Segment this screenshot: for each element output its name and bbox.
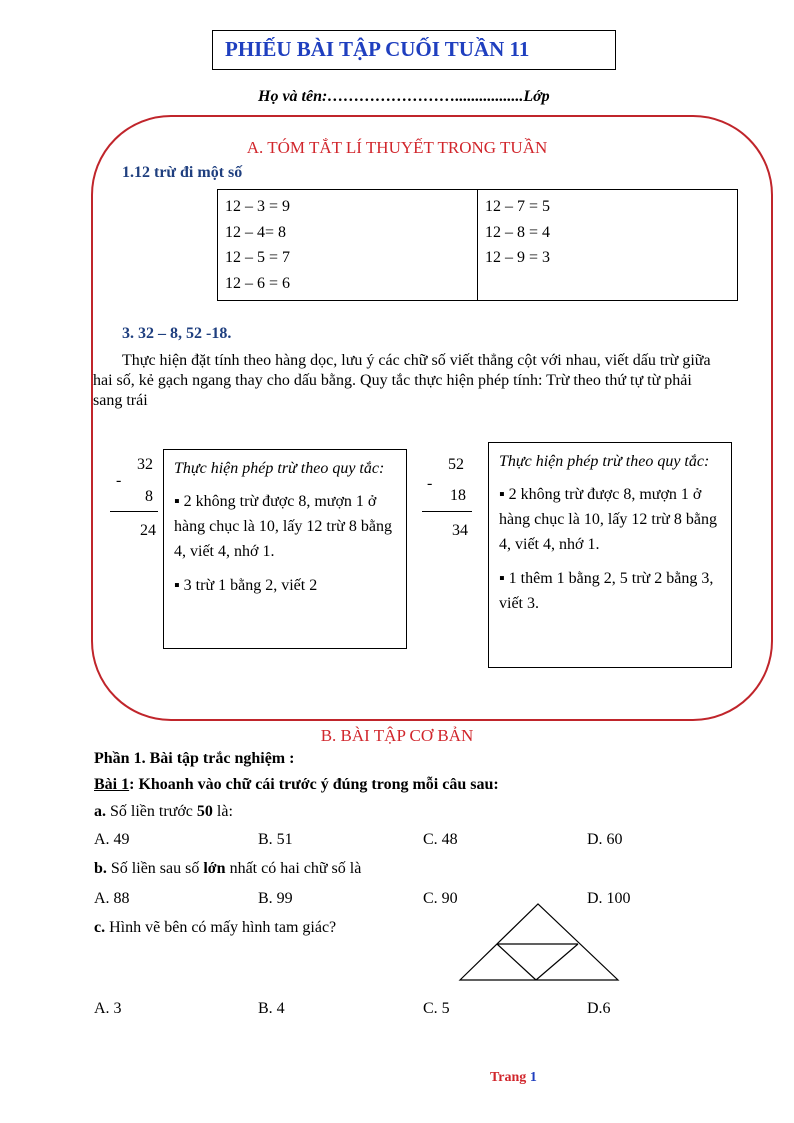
option-d[interactable]: D. 100 — [587, 890, 631, 907]
inner-diagonal-right — [536, 944, 578, 980]
rule-step: ▪ 1 thêm 1 bằng 2, 5 trừ 2 bằng 3, viết 3. — [499, 570, 714, 612]
outer-triangle — [460, 904, 618, 980]
question-text: Số liền sau số — [106, 860, 204, 877]
example1-result: 24 — [140, 522, 156, 539]
triangle-figure — [458, 902, 622, 984]
footer-label: Trang — [490, 1070, 527, 1085]
fact-item: 12 – 8 = 4 — [485, 223, 551, 241]
fact-item: 12 – 7 = 5 — [485, 198, 551, 215]
page-title: PHIẾU BÀI TẬP CUỐI TUẦN 11 — [225, 37, 530, 61]
bai1-instruction — [94, 776, 499, 794]
title-box — [212, 30, 616, 70]
example1-result-line — [110, 511, 158, 512]
question-letter: a. — [94, 803, 106, 820]
example1-bottom-number: 8 — [145, 488, 153, 505]
subsection-1-title: 1.12 trừ đi một số — [122, 164, 243, 181]
rule-heading: Thực hiện phép trừ theo quy tắc: — [499, 453, 710, 470]
question-text: nhất có hai chữ số là — [225, 860, 362, 877]
example2-result: 34 — [452, 522, 468, 539]
example2-top-number: 52 — [448, 456, 464, 473]
fact-item: 12 – 9 = 3 — [485, 249, 551, 266]
option-c[interactable]: C. 90 — [423, 890, 458, 907]
subtraction-facts-table — [217, 189, 738, 301]
question-letter: b. — [94, 860, 107, 877]
question-a — [94, 803, 233, 821]
subsection-3-title: 3. 32 – 8, 52 -18. — [122, 325, 232, 342]
option-d[interactable]: D.6 — [587, 1000, 611, 1017]
rule-step: ▪ 2 không trừ được 8, mượn 1 ở hàng chục là 10, lấy 12 trừ 8 bằng 4, viết 4, nhớ 1. — [174, 493, 392, 560]
option-b[interactable]: B. 51 — [258, 831, 293, 848]
option-c[interactable]: C. 5 — [423, 1000, 450, 1017]
rule-step: ▪ 2 không trừ được 8, mượn 1 ở hàng chục là 10, lấy 12 trừ 8 bằng 4, viết 4, nhớ 1. — [499, 486, 717, 553]
bai1-text: : Khoanh vào chữ cái trước ý đúng trong mỗi câu sau: — [129, 776, 499, 793]
inner-diagonal-left — [497, 944, 536, 980]
example1-top-number: 32 — [137, 456, 153, 473]
fact-item: 12 – 6 = 6 — [225, 274, 291, 292]
section-b-title: B. BÀI TẬP CƠ BẢN — [320, 726, 474, 745]
student-name-line: Họ và tên:…………………….................Lớp — [258, 88, 550, 105]
example2-rule-box — [488, 442, 732, 668]
option-a[interactable]: A. 3 — [94, 1000, 122, 1017]
fact-item: 12 – 4= 8 — [225, 223, 287, 241]
bai1-label: Bài 1 — [94, 776, 130, 793]
option-a[interactable]: A. 88 — [94, 890, 130, 907]
question-c — [94, 919, 336, 937]
question-letter: c. — [94, 919, 106, 936]
option-c[interactable]: C. 48 — [423, 831, 458, 848]
part1-title: Phần 1. Bài tập trắc nghiệm : — [94, 750, 295, 767]
example2-bottom-number: 18 — [450, 487, 466, 504]
example1-rule-box — [163, 449, 407, 649]
question-text: Số liền trước — [106, 803, 197, 820]
example2-result-line — [422, 511, 472, 512]
page-number: 1 — [529, 1070, 537, 1085]
fact-item: 12 – 3 = 9 — [225, 198, 291, 215]
question-text: Hình vẽ bên có mấy hình tam giác? — [105, 919, 337, 936]
rule-step: ▪ 3 trừ 1 bằng 2, viết 2 — [174, 577, 318, 594]
question-emphasis: lớn — [203, 860, 226, 877]
question-b — [94, 860, 361, 878]
facts-left-column — [218, 190, 478, 301]
example2-minus-sign: - — [427, 475, 433, 492]
option-d[interactable]: D. 60 — [587, 831, 623, 848]
facts-right-column — [478, 190, 738, 301]
fact-item: 12 – 5 = 7 — [225, 249, 291, 266]
option-b[interactable]: B. 99 — [258, 890, 293, 907]
question-emphasis: 50 — [196, 803, 213, 820]
question-text: là: — [212, 803, 233, 820]
rule-heading: Thực hiện phép trừ theo quy tắc: — [174, 460, 385, 477]
section-a-title: A. TÓM TẮT LÍ THUYẾT TRONG TUẦN — [246, 138, 548, 157]
option-a[interactable]: A. 49 — [94, 831, 130, 848]
example1-minus-sign: - — [116, 472, 122, 489]
page-footer — [490, 1070, 537, 1086]
method-paragraph: Thực hiện đặt tính theo hàng dọc, lưu ý các chữ số viết thẳng cột với nhau, viết dấu trừ giữa hai số, kẻ gạch ngang thay cho dấu bằng. Quy tắc thực hiện phép tính: Trừ theo thứ tự từ phải sang trái — [93, 352, 711, 409]
option-b[interactable]: B. 4 — [258, 1000, 285, 1017]
